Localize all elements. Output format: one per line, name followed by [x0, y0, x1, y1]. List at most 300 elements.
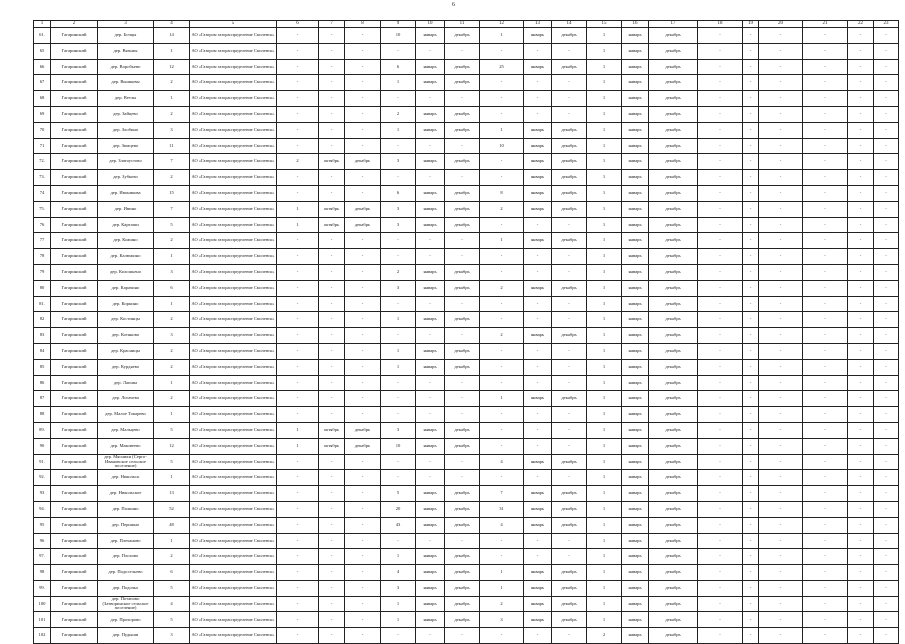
table-cell: декабрь [445, 122, 480, 138]
table-cell: январь [622, 170, 649, 186]
table-cell: - [552, 249, 587, 265]
table-cell: декабрь [649, 138, 698, 154]
table-cell: 71 [34, 138, 51, 154]
table-cell: - [319, 170, 345, 186]
table-cell: - [345, 580, 381, 596]
table-cell: - [848, 391, 874, 407]
table-cell: 5 [154, 612, 190, 628]
table-cell: 1 [587, 596, 622, 612]
table-cell: декабрь [445, 565, 480, 581]
table-cell: январь [622, 264, 649, 280]
table-cell: 1 [381, 312, 416, 328]
table-cell: - [524, 91, 552, 107]
table-cell: дер. Златоустово [98, 154, 154, 170]
table-cell: - [319, 43, 345, 59]
table-cell: - [743, 91, 759, 107]
table-cell: - [445, 328, 480, 344]
table-cell: январь [524, 517, 552, 533]
table-cell: - [803, 359, 848, 375]
table-cell: декабрь [649, 596, 698, 612]
table-cell: - [480, 312, 524, 328]
table-cell: - [445, 138, 480, 154]
table-cell: - [345, 359, 381, 375]
table-cell: 2 [154, 312, 190, 328]
table-cell: АО «Газпром газораспределение Смоленск» [190, 612, 277, 628]
table-cell: 6 [381, 185, 416, 201]
table-cell: - [759, 201, 803, 217]
table-cell: АО «Газпром газораспределение Смоленск» [190, 75, 277, 91]
table-cell: январь [622, 501, 649, 517]
header-cell: 12 [480, 21, 524, 28]
table-cell: 12 [154, 438, 190, 454]
table-cell: январь [416, 549, 445, 565]
table-cell: дер. Потапово (Затворинское сельское поселение) [98, 596, 154, 612]
table-cell: 7 [154, 201, 190, 217]
table-cell: январь [524, 565, 552, 581]
table-cell: 1 [480, 391, 524, 407]
table-cell: - [848, 533, 874, 549]
table-row [34, 486, 899, 502]
table-cell: - [759, 422, 803, 438]
table-cell: - [874, 501, 899, 517]
table-cell: - [445, 296, 480, 312]
table-cell: - [277, 486, 319, 502]
table-cell: - [480, 628, 524, 644]
table-cell: - [319, 533, 345, 549]
table-cell: январь [524, 122, 552, 138]
table-cell: 1 [587, 75, 622, 91]
table-cell: 1 [381, 343, 416, 359]
table-row [34, 533, 899, 549]
table-cell: - [874, 517, 899, 533]
table-cell: декабрь [649, 438, 698, 454]
table-cell: - [552, 106, 587, 122]
table-cell: - [803, 533, 848, 549]
table-cell: - [698, 312, 743, 328]
table-cell: АО «Газпром газораспределение Смоленск» [190, 28, 277, 44]
table-cell: - [524, 296, 552, 312]
table-cell: - [803, 28, 848, 44]
table-cell: январь [416, 596, 445, 612]
table-cell: - [277, 454, 319, 470]
table-cell: - [874, 422, 899, 438]
table-cell: декабрь [445, 580, 480, 596]
table-cell: январь [622, 391, 649, 407]
table-cell: январь [622, 217, 649, 233]
table-cell: - [874, 533, 899, 549]
table-cell: АО «Газпром газораспределение Смоленск» [190, 312, 277, 328]
table-cell: - [698, 91, 743, 107]
table-cell: Гагаринский [51, 565, 98, 581]
table-cell: - [698, 264, 743, 280]
table-cell: - [277, 296, 319, 312]
table-cell: - [698, 596, 743, 612]
table-cell: - [743, 75, 759, 91]
table-cell: - [874, 91, 899, 107]
table-cell: - [874, 154, 899, 170]
table-cell: 1 [587, 201, 622, 217]
table-cell: 6 [381, 59, 416, 75]
table-cell: Гагаринский [51, 375, 98, 391]
table-cell: 3 [381, 201, 416, 217]
table-cell: - [480, 296, 524, 312]
table-cell: - [319, 296, 345, 312]
table-cell: - [552, 75, 587, 91]
table-cell: - [552, 43, 587, 59]
table-cell: декабрь [445, 154, 480, 170]
table-cell: - [874, 170, 899, 186]
table-cell: - [803, 391, 848, 407]
table-cell: - [743, 565, 759, 581]
table-row [34, 454, 899, 470]
table-cell: 1 [154, 407, 190, 423]
table-cell: январь [524, 596, 552, 612]
table-cell: АО «Газпром газораспределение Смоленск» [190, 201, 277, 217]
table-cell: - [874, 75, 899, 91]
table-cell: декабрь [649, 454, 698, 470]
table-cell: 61. [34, 28, 51, 44]
table-cell: декабрь [552, 122, 587, 138]
table-cell: - [277, 565, 319, 581]
table-cell: - [416, 470, 445, 486]
table-cell: дер. Лапшы [98, 375, 154, 391]
table-cell: январь [416, 422, 445, 438]
table-cell: - [759, 438, 803, 454]
table-cell: - [319, 280, 345, 296]
table-cell: январь [622, 628, 649, 644]
table-cell: - [698, 138, 743, 154]
table-cell: - [874, 280, 899, 296]
table-cell: декабрь [445, 596, 480, 612]
table-cell: 81. [34, 296, 51, 312]
table-cell: - [803, 407, 848, 423]
table-cell: - [319, 343, 345, 359]
header-cell: 9 [381, 21, 416, 28]
table-cell: - [416, 249, 445, 265]
table-cell: - [803, 106, 848, 122]
table-cell: - [848, 296, 874, 312]
table-cell: - [277, 517, 319, 533]
table-row [34, 170, 899, 186]
table-cell: - [874, 407, 899, 423]
table-cell: - [345, 407, 381, 423]
table-cell: январь [416, 154, 445, 170]
table-cell: - [381, 170, 416, 186]
table-cell: декабрь [552, 565, 587, 581]
table-cell: 3 [154, 628, 190, 644]
table-cell: - [848, 249, 874, 265]
table-cell: - [743, 106, 759, 122]
header-cell: 10 [416, 21, 445, 28]
table-cell: - [743, 233, 759, 249]
table-cell: 1 [587, 138, 622, 154]
table-cell: - [480, 91, 524, 107]
table-cell: - [803, 312, 848, 328]
table-cell: 1 [587, 296, 622, 312]
table-cell: - [277, 280, 319, 296]
table-cell: - [743, 264, 759, 280]
table-cell: 93 [34, 486, 51, 502]
table-cell: 1 [381, 549, 416, 565]
table-cell: январь [622, 75, 649, 91]
table-cell: - [803, 91, 848, 107]
table-row [34, 470, 899, 486]
table-cell: январь [524, 280, 552, 296]
table-cell: январь [622, 154, 649, 170]
table-cell: 3 [381, 422, 416, 438]
table-cell: декабрь [552, 138, 587, 154]
table-cell: октябрь [319, 201, 345, 217]
table-cell: декабрь [552, 596, 587, 612]
table-cell: декабрь [649, 549, 698, 565]
table-cell: - [277, 91, 319, 107]
header-cell: 11 [445, 21, 480, 28]
table-cell: - [381, 233, 416, 249]
table-cell: - [552, 628, 587, 644]
table-cell: 70 [34, 122, 51, 138]
table-cell: АО «Газпром газораспределение Смоленск» [190, 343, 277, 359]
table-cell: - [803, 122, 848, 138]
table-cell: 2 [480, 328, 524, 344]
table-cell: январь [416, 75, 445, 91]
table-cell: АО «Газпром газораспределение Смоленск» [190, 407, 277, 423]
table-cell: - [759, 154, 803, 170]
table-cell: 1 [480, 233, 524, 249]
table-cell: 5 [154, 422, 190, 438]
table-cell: - [277, 343, 319, 359]
table-cell: январь [622, 596, 649, 612]
table-cell: - [480, 343, 524, 359]
table-cell: 1 [587, 217, 622, 233]
table-cell: - [445, 43, 480, 59]
table-cell: - [759, 233, 803, 249]
table-cell: - [277, 628, 319, 644]
table-cell: 1 [587, 264, 622, 280]
table-cell: - [803, 75, 848, 91]
table-cell: - [743, 43, 759, 59]
table-cell: АО «Газпром газораспределение Смоленск» [190, 486, 277, 502]
table-cell: 25 [480, 59, 524, 75]
table-cell: - [759, 407, 803, 423]
table-cell: дер. Подосельево [98, 565, 154, 581]
table-cell: - [277, 59, 319, 75]
table-cell: 2 [154, 549, 190, 565]
table-cell: Гагаринский [51, 596, 98, 612]
table-cell: - [524, 217, 552, 233]
table-cell: - [319, 28, 345, 44]
table-cell: - [319, 628, 345, 644]
table-cell: - [743, 533, 759, 549]
table-cell: - [480, 359, 524, 375]
table-cell: - [698, 438, 743, 454]
table-cell: - [345, 470, 381, 486]
table-cell: декабрь [649, 565, 698, 581]
table-cell: - [698, 470, 743, 486]
table-cell: - [743, 549, 759, 565]
table-cell: - [803, 249, 848, 265]
table-cell: декабрь [445, 106, 480, 122]
table-cell: - [319, 501, 345, 517]
table-cell: декабрь [345, 422, 381, 438]
table-cell: 1 [587, 391, 622, 407]
table-cell: - [345, 43, 381, 59]
table-cell: - [759, 280, 803, 296]
table-cell: декабрь [649, 59, 698, 75]
table-cell: 99. [34, 580, 51, 596]
table-cell: - [345, 375, 381, 391]
table-cell: дер. Красницы [98, 343, 154, 359]
table-cell: декабрь [445, 549, 480, 565]
table-cell: - [848, 549, 874, 565]
table-cell: АО «Газпром газораспределение Смоленск» [190, 549, 277, 565]
table-cell: - [874, 391, 899, 407]
table-row [34, 154, 899, 170]
table-cell: январь [416, 312, 445, 328]
table-cell: - [319, 596, 345, 612]
table-cell: 13 [154, 486, 190, 502]
table-cell: 3 [154, 328, 190, 344]
table-cell: - [759, 122, 803, 138]
table-cell: - [698, 28, 743, 44]
table-cell: - [277, 596, 319, 612]
table-cell: - [480, 106, 524, 122]
table-cell: дер. Плохово [98, 549, 154, 565]
table-cell: - [759, 628, 803, 644]
table-cell: - [524, 106, 552, 122]
table-cell: декабрь [649, 533, 698, 549]
table-cell: дер. Бочцы [98, 28, 154, 44]
table-cell: январь [622, 407, 649, 423]
header-cell: 2 [51, 21, 98, 28]
table-cell: 4 [154, 596, 190, 612]
table-cell: январь [416, 106, 445, 122]
table-cell: АО «Газпром газораспределение Смоленск» [190, 375, 277, 391]
table-cell: - [874, 296, 899, 312]
table-cell: декабрь [649, 407, 698, 423]
table-cell: январь [622, 28, 649, 44]
table-row [34, 28, 899, 44]
table-cell: - [848, 359, 874, 375]
table-cell: 1 [381, 612, 416, 628]
table-cell: - [552, 470, 587, 486]
table-cell: 14 [154, 28, 190, 44]
table-cell: 1 [277, 201, 319, 217]
table-cell: 2 [154, 391, 190, 407]
header-cell: 14 [552, 21, 587, 28]
table-cell: - [874, 59, 899, 75]
table-cell: декабрь [649, 280, 698, 296]
table-cell: - [874, 628, 899, 644]
table-cell: декабрь [345, 201, 381, 217]
table-row [34, 596, 899, 612]
table-cell: Гагаринский [51, 59, 98, 75]
table-cell: декабрь [445, 59, 480, 75]
table-cell: АО «Газпром газораспределение Смоленск» [190, 501, 277, 517]
table-cell: АО «Газпром газораспределение Смоленск» [190, 106, 277, 122]
table-cell: - [277, 75, 319, 91]
table-cell: декабрь [649, 359, 698, 375]
table-cell: 7 [154, 154, 190, 170]
table-cell: Гагаринский [51, 91, 98, 107]
table-cell: - [445, 628, 480, 644]
table-cell: декабрь [445, 75, 480, 91]
table-cell: дер. Вязьмы [98, 43, 154, 59]
table-cell: - [759, 249, 803, 265]
table-cell: 94. [34, 501, 51, 517]
table-cell: - [416, 628, 445, 644]
table-cell: АО «Газпром газораспределение Смоленск» [190, 43, 277, 59]
table-cell: - [874, 328, 899, 344]
table-row [34, 612, 899, 628]
table-cell: - [345, 249, 381, 265]
table-cell: - [480, 75, 524, 91]
table-cell: Гагаринский [51, 106, 98, 122]
table-cell: декабрь [552, 185, 587, 201]
table-cell: - [552, 312, 587, 328]
table-cell: январь [622, 122, 649, 138]
table-cell: 65 [34, 43, 51, 59]
table-cell: - [759, 343, 803, 359]
table-cell: - [524, 264, 552, 280]
table-cell: 1 [587, 517, 622, 533]
table-cell: январь [622, 296, 649, 312]
table-cell: - [743, 580, 759, 596]
table-cell: - [345, 170, 381, 186]
table-cell: декабрь [649, 91, 698, 107]
table-cell: - [803, 233, 848, 249]
table-cell: декабрь [552, 391, 587, 407]
table-cell: январь [524, 391, 552, 407]
table-cell: АО «Газпром газораспределение Смоленск» [190, 280, 277, 296]
table-cell: - [319, 470, 345, 486]
table-cell: дер. Мальцево [98, 422, 154, 438]
table-cell: АО «Газпром газораспределение Смоленск» [190, 91, 277, 107]
table-cell: январь [416, 438, 445, 454]
table-cell: декабрь [649, 75, 698, 91]
table-cell: Гагаринский [51, 533, 98, 549]
table-cell: - [759, 486, 803, 502]
table-cell: - [381, 91, 416, 107]
table-cell: декабрь [649, 312, 698, 328]
table-cell: 86 [34, 375, 51, 391]
table-cell: январь [622, 280, 649, 296]
table-cell: - [743, 517, 759, 533]
table-cell: - [803, 612, 848, 628]
table-row [34, 59, 899, 75]
table-row [34, 501, 899, 517]
table-cell: - [848, 407, 874, 423]
table-cell: дер. Карташи [98, 217, 154, 233]
table-row [34, 407, 899, 423]
table-cell: - [803, 486, 848, 502]
table-cell: - [416, 533, 445, 549]
table-cell: - [874, 264, 899, 280]
table-cell: 1 [154, 296, 190, 312]
table-cell: дер. Карачино [98, 280, 154, 296]
table-cell: - [445, 91, 480, 107]
table-cell: 4 [381, 565, 416, 581]
table-cell: - [759, 138, 803, 154]
table-cell: - [698, 280, 743, 296]
table-cell: - [277, 233, 319, 249]
table-cell: январь [622, 185, 649, 201]
table-cell: 1 [587, 43, 622, 59]
table-cell: - [524, 249, 552, 265]
table-cell: - [345, 28, 381, 44]
table-cell: - [803, 343, 848, 359]
table-cell: 1 [587, 343, 622, 359]
table-cell: АО «Газпром газораспределение Смоленск» [190, 122, 277, 138]
